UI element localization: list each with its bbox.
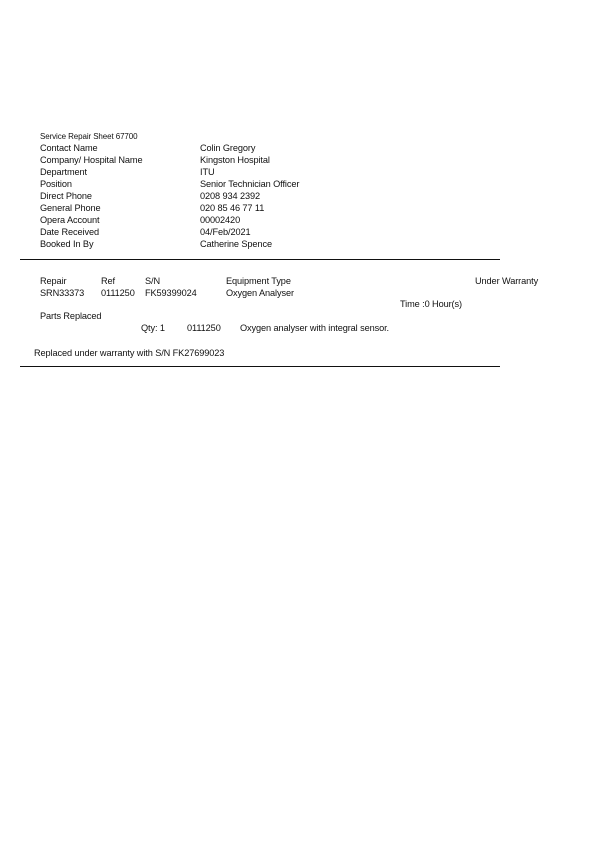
sheet-title: Service Repair Sheet 67700 — [40, 132, 138, 141]
opera-account-value: 00002420 — [200, 215, 241, 225]
ref-header: Ref — [101, 276, 115, 286]
time-value: Time :0 Hour(s) — [400, 299, 462, 309]
company-value: Kingston Hospital — [200, 155, 270, 165]
direct-phone-label: Direct Phone — [40, 191, 92, 201]
part-description: Oxygen analyser with integral sensor. — [240, 323, 389, 333]
repair-header: Repair — [40, 276, 67, 286]
booked-in-by-label: Booked In By — [40, 239, 94, 249]
position-label: Position — [40, 179, 72, 189]
company-label: Company/ Hospital Name — [40, 155, 143, 165]
equipment-type-header: Equipment Type — [226, 276, 291, 286]
opera-account-label: Opera Account — [40, 215, 100, 225]
part-qty: Qty: 1 — [141, 323, 165, 333]
repair-note: Replaced under warranty with S/N FK27699023 — [34, 348, 225, 358]
department-label: Department — [40, 167, 88, 177]
date-received-value: 04/Feb/2021 — [200, 227, 251, 237]
general-phone-label: General Phone — [40, 203, 101, 213]
direct-phone-value: 0208 934 2392 — [200, 191, 261, 201]
top-divider — [20, 259, 500, 260]
contact-name-value: Colin Gregory — [200, 143, 256, 153]
equipment-type-value: Oxygen Analyser — [226, 288, 294, 298]
bottom-divider — [20, 366, 500, 367]
sn-value: FK59399024 — [145, 288, 197, 298]
contact-name-label: Contact Name — [40, 143, 98, 153]
general-phone-value: 020 85 46 77 11 — [200, 203, 265, 213]
date-received-label: Date Received — [40, 227, 99, 237]
department-value: ITU — [200, 167, 215, 177]
ref-value: 0111250 — [101, 288, 135, 298]
position-value: Senior Technician Officer — [200, 179, 300, 189]
repair-number: SRN33373 — [40, 288, 85, 298]
booked-in-by-value: Catherine Spence — [200, 239, 272, 249]
part-code: 0111250 — [187, 323, 221, 333]
under-warranty-header: Under Warranty — [475, 276, 539, 286]
sn-header: S/N — [145, 276, 161, 286]
parts-replaced-label: Parts Replaced — [40, 311, 102, 321]
